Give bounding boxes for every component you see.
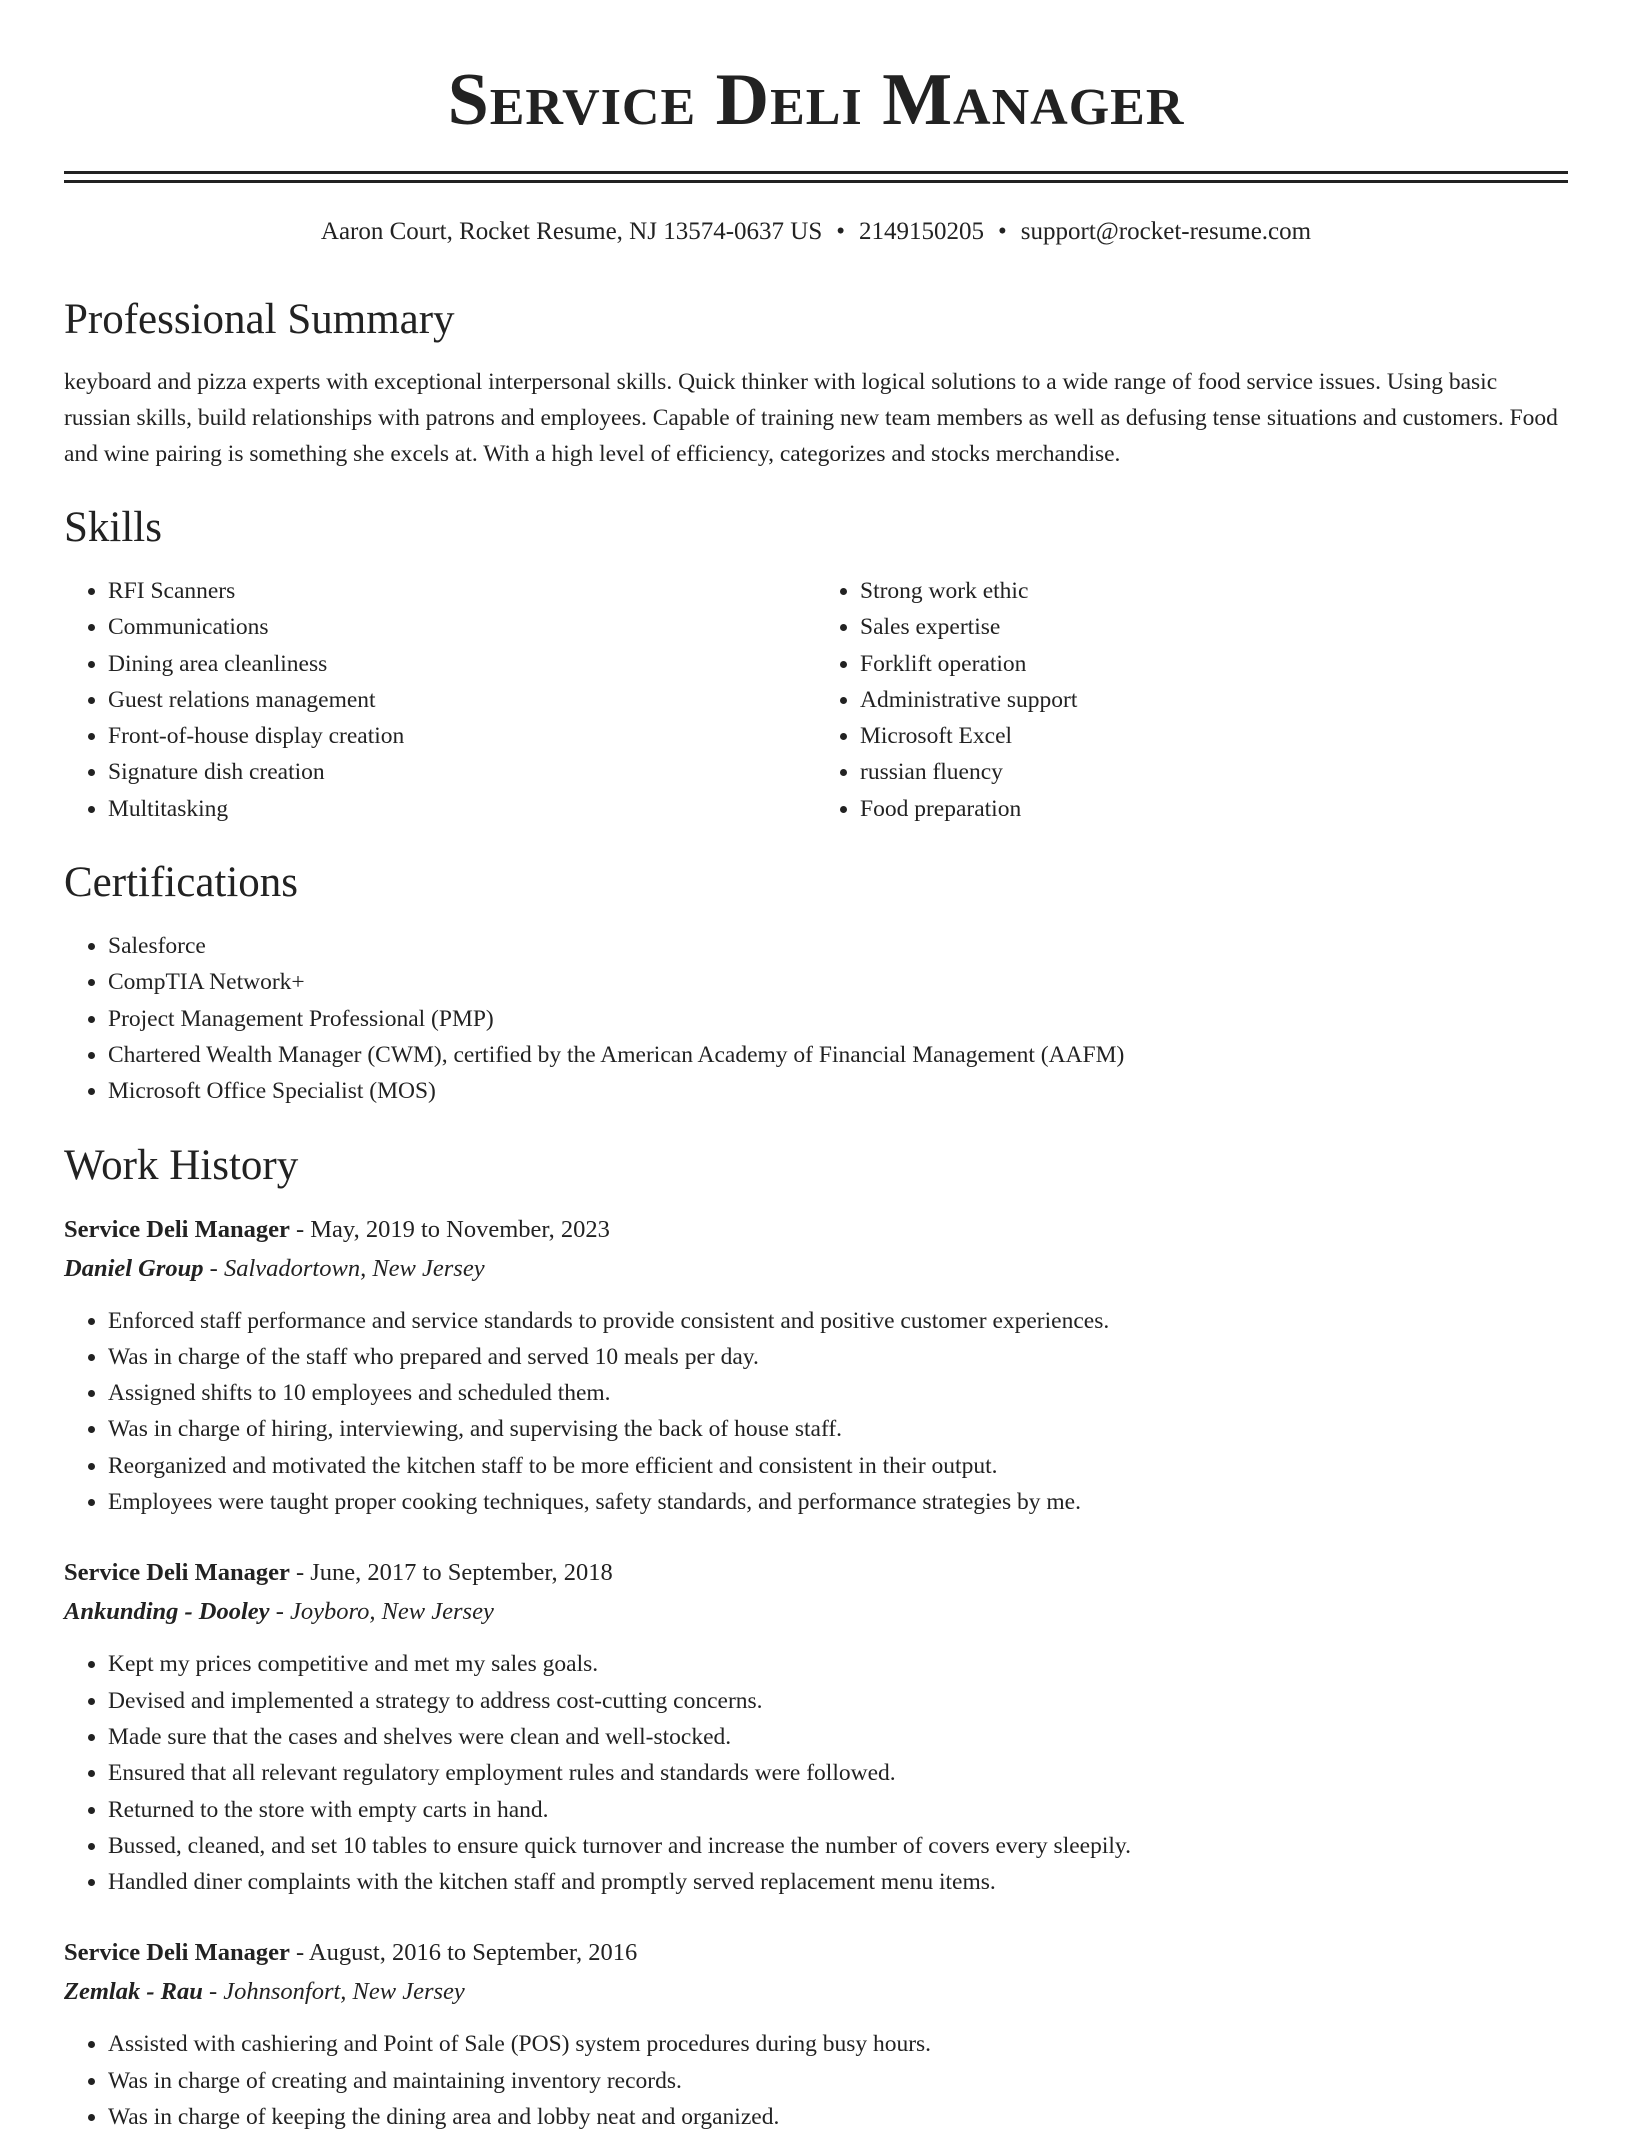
job-title-line	[64, 1934, 1568, 1972]
job-bullet: • Was in charge of creating and maintaining inventory records.	[108, 2063, 1568, 2099]
job-bullet: • Devised and implemented a strategy to address cost-cutting concerns.	[108, 1683, 1568, 1719]
skill-item: • Multitasking	[108, 791, 816, 827]
job-company: Ankunding - Dooley	[64, 1598, 270, 1626]
job-location: - Johnsonfort, New Jersey	[202, 1978, 465, 2006]
skill-item: • Forklift operation	[860, 646, 1568, 682]
skill-item: • RFI Scanners	[108, 573, 816, 609]
job-company-line	[64, 1249, 1568, 1289]
skills-columns	[64, 573, 1568, 827]
header-divider-top	[64, 171, 1568, 174]
contact-address: Aaron Court, Rocket Resume, NJ 13574-0637 US	[320, 218, 823, 245]
job-bullet: • Handled diner complaints with the kitchen staff and promptly served replacement menu items.	[108, 1864, 1568, 1900]
certification-item: • Project Management Professional (PMP)	[108, 1001, 1568, 1037]
skill-item: • Sales expertise	[860, 609, 1568, 645]
certification-item: • Microsoft Office Specialist (MOS)	[108, 1073, 1568, 1109]
job-title-line	[64, 1554, 1568, 1592]
certification-item: • Chartered Wealth Manager (CWM), certified by the American Academy of Financial Management (AAFM)	[108, 1037, 1568, 1073]
job-title-line	[64, 1211, 1568, 1249]
contact-separator: •	[836, 218, 846, 245]
summary-text: keyboard and pizza experts with exceptional interpersonal skills. Quick thinker with logical solutions to a wide range of food service issues. Using basic russian skills, build relationships with patrons and employees. Capable of training new team members as well as defusing tense situations and customers. Food and wine pairing is something she excels at. With a high level of efficiency, categorizes and stocks merchandise.	[64, 369, 1558, 467]
job-bullets	[64, 2026, 1568, 2135]
certifications-list	[64, 928, 1568, 1109]
job-title: Service Deli Manager	[64, 1559, 290, 1587]
job-dates: - May, 2019 to November, 2023	[289, 1215, 610, 1243]
job-bullet: • Employees were taught proper cooking techniques, safety standards, and performance strategies by me.	[108, 1484, 1568, 1520]
skill-item: • Communications	[108, 609, 816, 645]
skills-list-left	[64, 573, 816, 827]
job-company: Zemlak - Rau	[64, 1978, 203, 2006]
certifications-heading: Certifications	[64, 859, 299, 907]
job-company: Daniel Group	[64, 1254, 204, 1282]
contact-separator: •	[998, 218, 1007, 245]
job-bullet: • Bussed, cleaned, and set 10 tables to ensure quick turnover and increase the number of covers every sleepily.	[108, 1828, 1568, 1864]
skill-item: • Signature dish creation	[108, 754, 816, 790]
resume-name-title: Service Deli Manager	[447, 59, 1185, 141]
job-bullet: • Was in charge of keeping the dining area and lobby neat and organized.	[108, 2099, 1568, 2135]
summary-heading: Professional Summary	[64, 296, 455, 343]
work-history-heading: Work History	[64, 1141, 299, 1189]
skill-item: • Microsoft Excel	[860, 718, 1568, 754]
job-bullet: • Assisted with cashiering and Point of Sale (POS) system procedures during busy hours.	[108, 2026, 1568, 2062]
job-bullet: • Reorganized and motivated the kitchen staff to be more efficient and consistent in their output.	[108, 1448, 1568, 1484]
job-entry	[64, 1211, 1568, 1521]
job-location: - Salvadortown, New Jersey	[203, 1254, 485, 1282]
skill-item: • Administrative support	[860, 682, 1568, 718]
contact-email: support@rocket-resume.com	[1020, 218, 1312, 245]
job-entry	[64, 1554, 1568, 1900]
contact-phone: 2149150205	[859, 218, 985, 245]
skill-item: • Food preparation	[860, 791, 1568, 827]
skills-list-right	[816, 573, 1568, 827]
skill-item: • Strong work ethic	[860, 573, 1568, 609]
skill-item: • Front-of-house display creation	[108, 718, 816, 754]
job-dates: - August, 2016 to September, 2016	[289, 1939, 638, 1967]
job-bullets	[64, 1303, 1568, 1521]
job-bullet: • Ensured that all relevant regulatory employment rules and standards were followed.	[108, 1755, 1568, 1791]
job-bullet: • Assigned shifts to 10 employees and scheduled them.	[108, 1375, 1568, 1411]
job-bullets	[64, 1646, 1568, 1900]
certification-item: • Salesforce	[108, 928, 1568, 964]
job-bullet: • Made sure that the cases and shelves were clean and well-stocked.	[108, 1719, 1568, 1755]
contact-line	[64, 219, 1568, 244]
skill-item: • russian fluency	[860, 754, 1568, 790]
header-divider-bottom	[64, 180, 1568, 183]
job-bullet: • Enforced staff performance and service standards to provide consistent and positive customer experiences.	[108, 1303, 1568, 1339]
job-title: Service Deli Manager	[64, 1215, 290, 1243]
skill-item: • Dining area cleanliness	[108, 646, 816, 682]
job-bullet: • Was in charge of the staff who prepared and served 10 meals per day.	[108, 1339, 1568, 1375]
job-entry	[64, 1934, 1568, 2135]
skill-item: • Guest relations management	[108, 682, 816, 718]
certification-item: • CompTIA Network+	[108, 964, 1568, 1000]
job-bullet: • Kept my prices competitive and met my sales goals.	[108, 1646, 1568, 1682]
job-bullet: • Was in charge of hiring, interviewing, and supervising the back of house staff.	[108, 1411, 1568, 1447]
job-company-line	[64, 1972, 1568, 2012]
job-location: - Joyboro, New Jersey	[269, 1598, 494, 1626]
job-bullet: • Returned to the store with empty carts in hand.	[108, 1792, 1568, 1828]
skills-heading: Skills	[64, 504, 162, 551]
job-title: Service Deli Manager	[64, 1939, 290, 1967]
job-dates: - June, 2017 to September, 2018	[289, 1559, 613, 1587]
job-company-line	[64, 1592, 1568, 1632]
